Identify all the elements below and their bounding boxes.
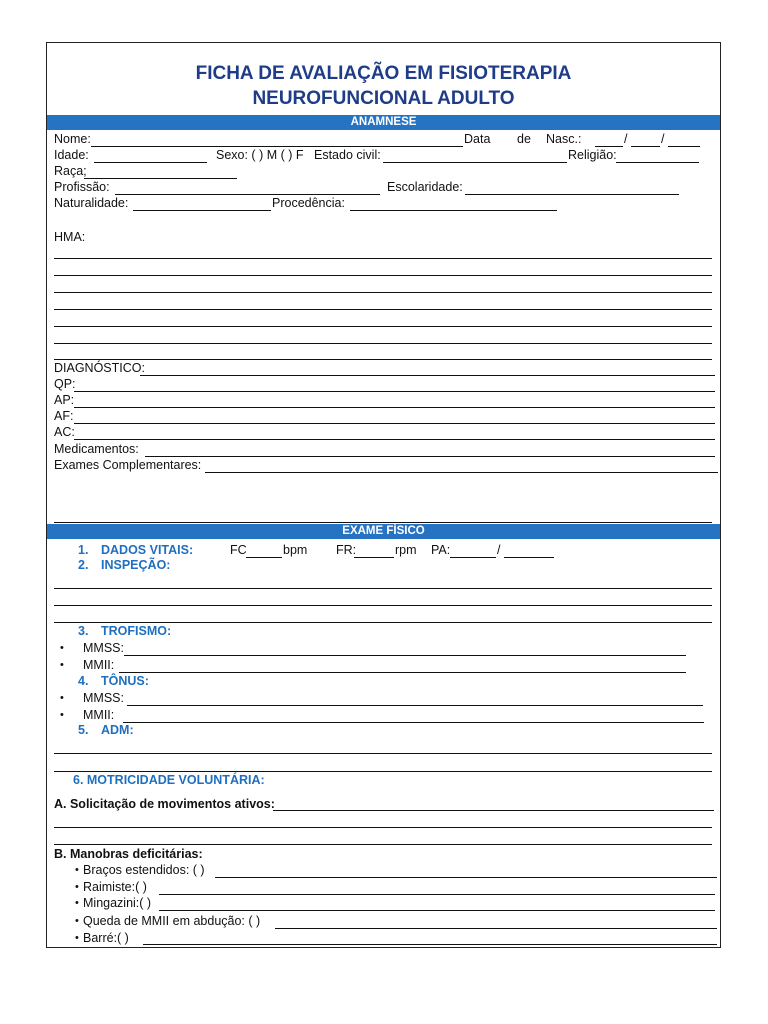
af-field[interactable] <box>74 423 715 424</box>
ac-field[interactable] <box>74 439 715 440</box>
fc-field[interactable] <box>246 557 282 558</box>
form-title <box>47 61 720 111</box>
date-slash-2: / <box>661 132 665 146</box>
idade-field[interactable] <box>94 162 207 163</box>
nasc-month-field[interactable] <box>631 146 660 147</box>
mingazini-field[interactable] <box>159 910 715 911</box>
profissao-field[interactable] <box>115 194 380 195</box>
nome-field[interactable] <box>91 146 463 147</box>
inspecao-line-1[interactable] <box>54 588 712 589</box>
solicitacao-label: A. Solicitação de movimentos ativos: <box>54 797 275 811</box>
hma-line-6[interactable] <box>54 343 712 344</box>
solicitacao-field[interactable] <box>273 810 714 811</box>
exame-fisico-header: EXAME FÍSICO <box>47 524 720 539</box>
rpm-label: rpm <box>395 543 417 557</box>
raca-label: Raça; <box>54 164 87 178</box>
qp-label: QP: <box>54 377 76 391</box>
queda-label: Queda de MMII em abdução: ( ) <box>83 914 261 928</box>
ap-label: AP: <box>54 393 75 407</box>
date-slash-1: / <box>624 132 628 146</box>
trofismo-mmii-label: MMII: <box>83 658 115 672</box>
nome-label: Nome: <box>54 132 91 146</box>
item-1-number: 1. <box>78 543 89 557</box>
estado-civil-label: Estado civil: <box>314 148 381 162</box>
title-line-2: NEUROFUNCIONAL ADULTO <box>252 88 515 109</box>
nasc-day-field[interactable] <box>595 146 623 147</box>
pa-slash: / <box>497 543 501 557</box>
fr-field[interactable] <box>354 557 394 558</box>
naturalidade-label: Naturalidade: <box>54 196 129 210</box>
fc-label: FC <box>230 543 247 557</box>
diagnostico-label: DIAGNÓSTICO: <box>54 361 145 375</box>
inspecao-line-2[interactable] <box>54 605 712 606</box>
mingazini-label: Mingazini:( ) <box>83 896 152 910</box>
procedencia-label: Procedência: <box>272 196 345 210</box>
tonus-mmss-label: MMSS: <box>83 691 124 705</box>
adm-label: ADM: <box>101 723 134 737</box>
barre-field[interactable] <box>143 944 717 945</box>
exames-line-2[interactable] <box>54 522 712 523</box>
tonus-mmii-field[interactable] <box>123 722 704 723</box>
inspecao-label: INSPEÇÃO: <box>101 558 171 572</box>
hma-line-4[interactable] <box>54 309 712 310</box>
hma-line-3[interactable] <box>54 292 712 293</box>
pa-diastolic-field[interactable] <box>504 557 554 558</box>
procedencia-field[interactable] <box>350 210 557 211</box>
hma-line-5[interactable] <box>54 326 712 327</box>
bracos-label: Braços estendidos: ( ) <box>83 863 205 877</box>
bullet-icon: • <box>60 659 64 671</box>
bullet-icon: • <box>75 932 79 944</box>
evaluation-form <box>46 42 721 948</box>
escolaridade-label: Escolaridade: <box>387 180 463 194</box>
motricidade-label: 6. MOTRICIDADE VOLUNTÁRIA: <box>73 773 265 787</box>
hma-line-7[interactable] <box>54 359 712 360</box>
adm-line-2[interactable] <box>54 771 712 772</box>
hma-label: HMA: <box>54 230 86 244</box>
exames-field[interactable] <box>205 472 718 473</box>
item-2-number: 2. <box>78 558 89 572</box>
bullet-icon: • <box>75 897 79 909</box>
nasc-label: Nasc.: <box>546 132 582 146</box>
bullet-icon: • <box>60 692 64 704</box>
bullet-icon: • <box>60 709 64 721</box>
trofismo-label: TROFISMO: <box>101 624 172 638</box>
tonus-mmss-field[interactable] <box>127 705 703 706</box>
queda-field[interactable] <box>275 928 717 929</box>
bullet-icon: • <box>75 915 79 927</box>
bullet-icon: • <box>75 881 79 893</box>
item-3-number: 3. <box>78 624 89 638</box>
dados-vitais-label: DADOS VITAIS: <box>101 543 194 557</box>
escolaridade-field[interactable] <box>465 194 679 195</box>
solicitacao-line-3[interactable] <box>54 844 712 845</box>
tonus-label: TÔNUS: <box>101 674 149 688</box>
bpm-label: bpm <box>283 543 308 557</box>
trofismo-mmss-label: MMSS: <box>83 641 124 655</box>
af-label: AF: <box>54 409 74 423</box>
manobras-label: B. Manobras deficitárias: <box>54 847 203 861</box>
fr-label: FR: <box>336 543 357 557</box>
profissao-label: Profissão: <box>54 180 110 194</box>
de-label: de <box>517 132 531 146</box>
bullet-icon: • <box>75 864 79 876</box>
ac-label: AC: <box>54 425 75 439</box>
adm-line-1[interactable] <box>54 753 712 754</box>
estado-civil-field[interactable] <box>383 162 567 163</box>
title-line-1: FICHA DE AVALIAÇÃO EM FISIOTERAPIA <box>195 63 572 84</box>
raimiste-label: Raimiste:( ) <box>83 880 147 894</box>
idade-label: Idade: <box>54 148 89 162</box>
medicamentos-label: Medicamentos: <box>54 442 139 456</box>
bracos-field[interactable] <box>215 877 717 878</box>
nasc-year-field[interactable] <box>668 146 700 147</box>
religiao-field[interactable] <box>616 162 699 163</box>
trofismo-mmss-field[interactable] <box>124 655 686 656</box>
raimiste-field[interactable] <box>159 894 715 895</box>
pa-label: PA: <box>431 543 451 557</box>
naturalidade-field[interactable] <box>133 210 271 211</box>
pa-systolic-field[interactable] <box>450 557 496 558</box>
bullet-icon: • <box>60 642 64 654</box>
solicitacao-line-2[interactable] <box>54 827 712 828</box>
exames-label: Exames Complementares: <box>54 458 202 472</box>
barre-label: Barré:( ) <box>83 931 129 945</box>
inspecao-line-3[interactable] <box>54 622 712 623</box>
hma-line-1[interactable] <box>54 258 712 259</box>
qp-field[interactable] <box>74 391 715 392</box>
medicamentos-field[interactable] <box>145 456 715 457</box>
raca-field[interactable] <box>84 178 237 179</box>
item-5-number: 5. <box>78 723 89 737</box>
data-label: Data <box>464 132 491 146</box>
item-4-number: 4. <box>78 674 89 688</box>
diagnostico-field[interactable] <box>140 375 715 376</box>
tonus-mmii-label: MMII: <box>83 708 115 722</box>
hma-line-2[interactable] <box>54 275 712 276</box>
religiao-label: Religião: <box>568 148 617 162</box>
ap-field[interactable] <box>74 407 715 408</box>
trofismo-mmii-field[interactable] <box>119 672 686 673</box>
anamnese-header: ANAMNESE <box>47 115 720 130</box>
sexo-label: Sexo: ( ) M ( ) F <box>216 148 304 162</box>
